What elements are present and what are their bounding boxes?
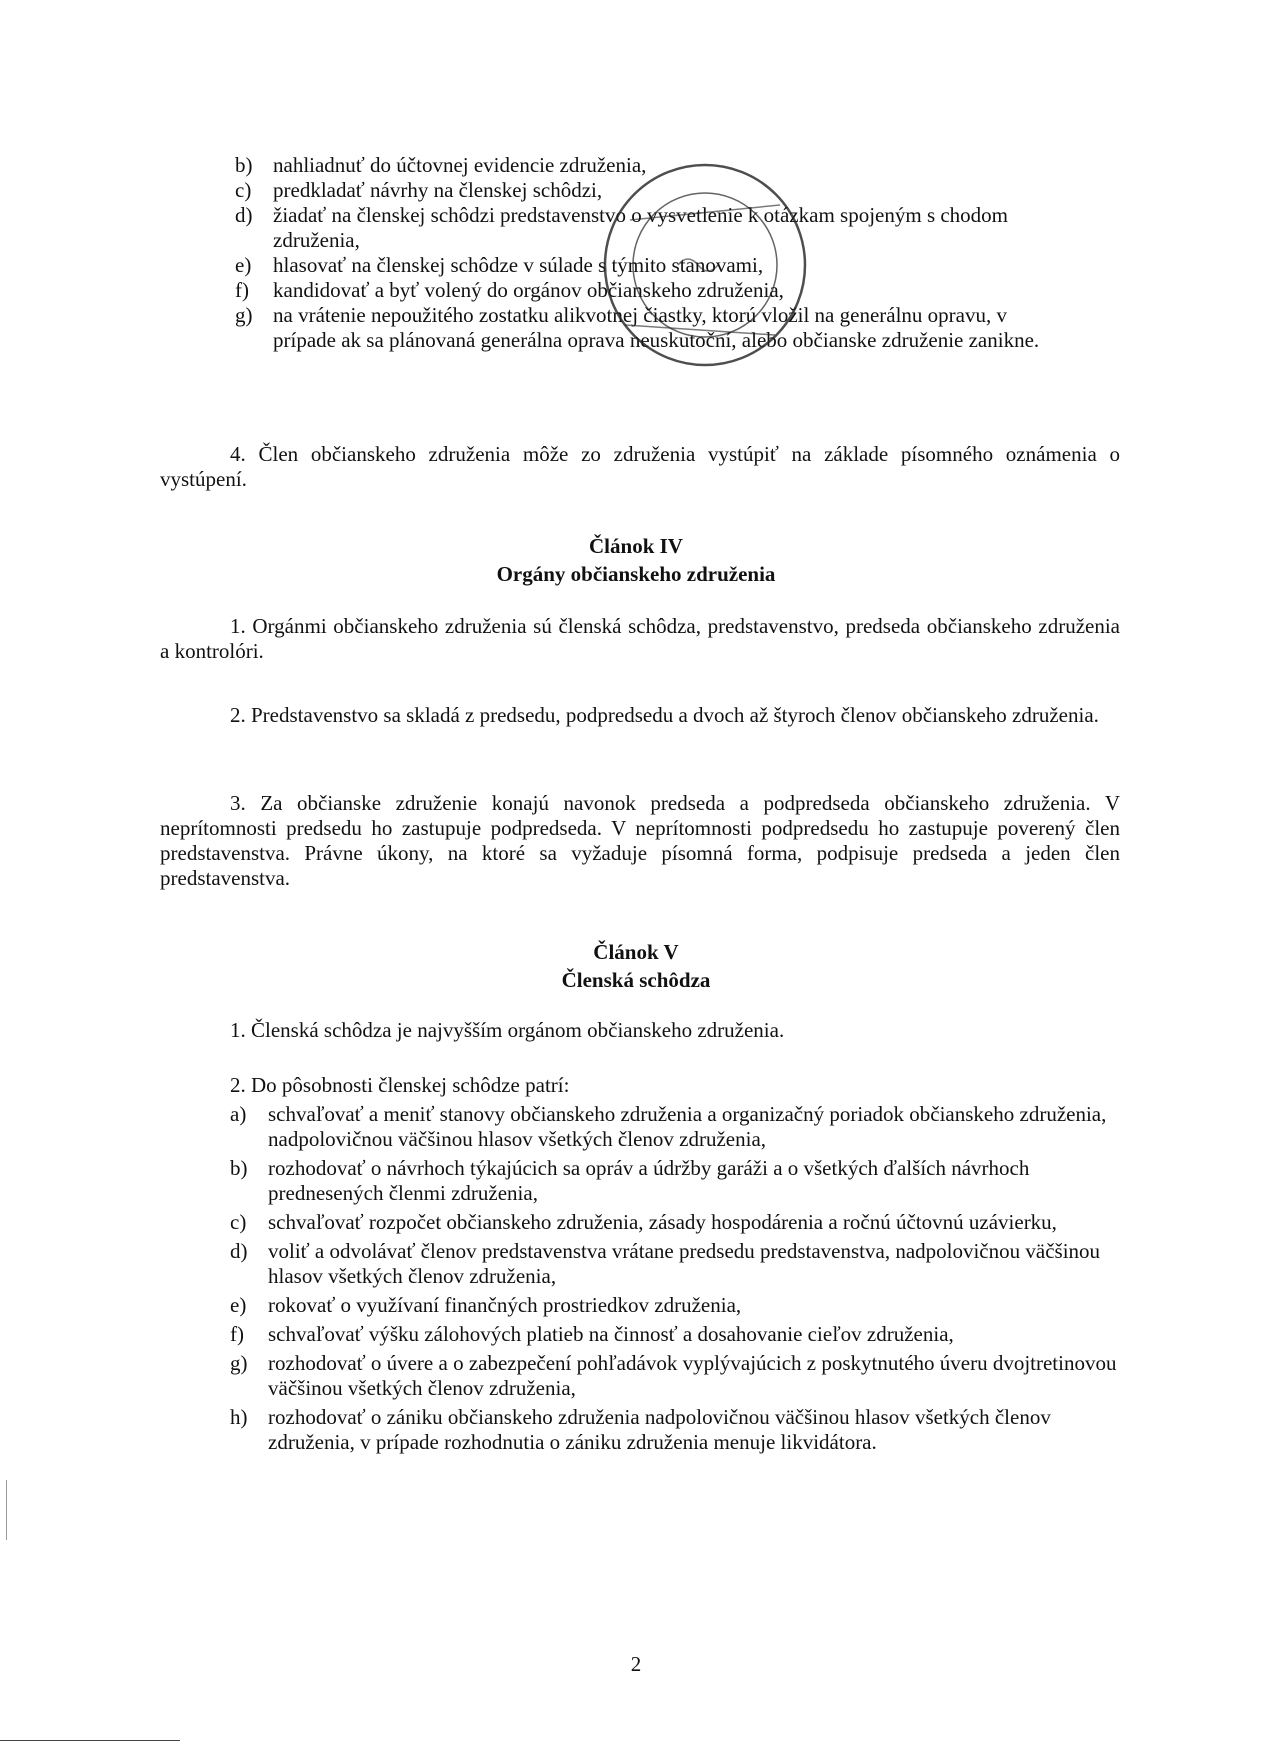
list-item [230,1210,1120,1235]
article-iv-subtitle: Orgány občianskeho združenia [496,562,776,586]
paragraph-text: 1. Členská schôdza je najvyšším orgánom občianskeho združenia. [230,1018,785,1042]
list-text: schvaľovať a meniť stanovy občianskeho združenia a organizačný poriadok občianskeho združenia, nadpolovičnou väčšinou hlasov všetkých členov združenia, [268,1102,1107,1151]
list-marker: g) [230,1351,248,1375]
assembly-powers-list [230,1102,1120,1459]
list-item [230,1322,1120,1347]
list-text: predkladať návrhy na členskej schôdzi, [273,178,603,202]
list-text: rozhodovať o návrhoch týkajúcich sa opráv a údržby garáži a o všetkých ďalších návrhoch prednesených členmi združenia, [268,1156,1030,1205]
list-text: nahliadnuť do účtovnej evidencie združenia, [273,153,647,177]
list-marker: h) [230,1405,248,1429]
list-text: schvaľovať rozpočet občianskeho združenia, zásady hospodárenia a ročnú účtovnú uzávierku, [268,1210,1057,1234]
list-item [230,1405,1120,1455]
list-item [230,1351,1120,1401]
list-item [230,1102,1120,1152]
list-text: žiadať na členskej schôdzi predstavenstvo o vysvetlenie k otázkam spojeným s chodom združenia, [273,203,1009,252]
list-marker: a) [230,1102,247,1126]
list-text: kandidovať a byť volený do orgánov občianskeho združenia, [273,278,784,302]
paragraph-4 [160,442,1120,492]
paragraph-text: 4. Člen občianskeho združenia môže zo združenia vystúpiť na základe písomného oznámenia o vystúpení. [160,442,1120,491]
round-stamp-icon [590,150,820,380]
list-text: na vrátenie nepoužitého zostatku alikvotnej čiastky, ktorú vložil na generálnu opravu, v prípade ak sa plánovaná generálna oprava neuskutoční, alebo občianske združenie zanikne. [273,303,1040,352]
list-marker: c) [235,178,252,202]
list-marker: b) [230,1156,248,1180]
list-marker: f) [230,1322,244,1346]
list-item [230,1156,1120,1206]
paragraph-text: 2. Predstavenstvo sa skladá z predsedu, podpredsedu a dvoch až štyroch členov občianskeho združenia. [230,703,1099,727]
list-marker: d) [230,1239,248,1263]
list-text: voliť a odvolávať členov predstavenstva vrátane predsedu predstavenstva, nadpolovičnou väčšinou hlasov všetkých členov združenia, [268,1239,1101,1288]
article-iv-paragraph-2 [160,703,1120,728]
article-iv-title: Článok IV [589,534,683,558]
footer-rule [0,1740,180,1741]
article-v-title: Článok V [593,940,679,964]
page-number: 2 [630,1652,642,1676]
list-item [230,1293,1120,1318]
article-iv-paragraph-1 [160,614,1120,664]
article-v-paragraph-1 [230,1018,1120,1043]
list-marker: f) [235,278,249,302]
list-text: rozhodovať o zániku občianskeho združenia nadpolovičnou väčšinou hlasov všetkých členov združenia, v prípade rozhodnutia o zániku združenia menuje likvidátora. [268,1405,1051,1454]
scan-edge-mark [6,1480,7,1540]
list-text: rozhodovať o úvere a o zabezpečení pohľadávok vyplývajúcich z poskytnutého úveru dvojtretinovou väčšinou všetkých členov združenia, [268,1351,1117,1400]
list-marker: e) [235,253,252,277]
article-v-paragraph-2 [230,1073,1120,1098]
list-marker: c) [230,1210,247,1234]
list-text: rokovať o využívaní finančných prostriedkov združenia, [268,1293,742,1317]
article-v-subtitle: Členská schôdza [561,968,711,992]
list-marker: b) [235,153,253,177]
list-marker: d) [235,203,253,227]
list-text: hlasovať na členskej schôdze v súlade s týmito stanovami, [273,253,764,277]
paragraph-text: 3. Za občianske združenie konajú navonok predseda a podpredseda občianskeho združenia. V neprítomnosti predsedu ho zastupuje podpredseda. V neprítomnosti podpredsedu ho zastupuje poverený člen predstavenstva. Právne úkony, na ktoré sa vyžaduje písomná forma, podpisuje predseda a jeden člen predstavenstva. [160,791,1120,890]
paragraph-text: 1. Orgánmi občianskeho združenia sú členská schôdza, predstavenstvo, predseda občianskeho združenia a kontrolóri. [160,614,1120,663]
list-text: schvaľovať výšku zálohových platieb na činnosť a dosahovanie cieľov združenia, [268,1322,954,1346]
article-iv-paragraph-3 [160,791,1120,891]
list-item [230,1239,1120,1289]
paragraph-text: 2. Do pôsobnosti členskej schôdze patrí: [230,1073,570,1097]
list-marker: g) [235,303,253,327]
list-marker: e) [230,1293,247,1317]
